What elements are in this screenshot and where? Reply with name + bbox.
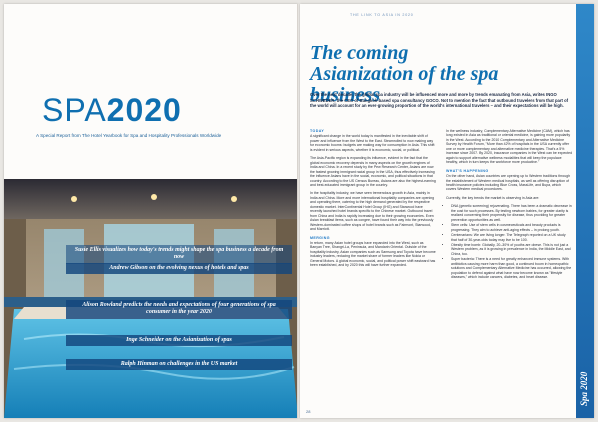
cover-subtitle: A Special Report from The Hotel Yearbook for Spa and Hospitality Professionals Worldwide: [36, 133, 222, 138]
trend-list: [446, 204, 572, 279]
teaser-text: Inge Schneider on the Asianization of spas: [126, 337, 232, 343]
list-item: • Centenarians: We are living longer. The Telegraph reported on a UK study that half of 30-year-olds today may live to be 100.: [451, 233, 572, 242]
paragraph: A significant change in the world today is manifested in the inevitable shift of power and influence from the West to the East. Steamrolled to now making way for economic booms: budgets are making way for consumption in Asia. This shift is evident in serious aspects, whether it is economic, social, or political.: [310, 134, 435, 152]
list-item: • Stem cells: Use of stem cells in cosmeceuticals and beauty products is progressing. They aim to achieve anti-aging effects – in prolong youth.: [451, 223, 572, 232]
article-intro: Over the next decade, the global spa industry will be influenced more and more by trends emanating from Asia, writes INGO SCHWEDER, the CEO of Bangkok-based spa consultancy GOCO. Not to mention the fact that outbound travelers from that part of the world will account for an ever-growing proportion of the world's international travelers – and their expectations will be high.: [310, 92, 569, 109]
column-2: [446, 129, 572, 284]
paragraph: In return, many Asian hotel groups have expanded into the West, such as Banyan Tree, Shangri-La, Peninsula, and Mandarin Oriental. Outside of the hospitality industry, Asian companies such as Samsung and Toyota have become industry leaders, reducing the market share of former leaders like Nokia or General Motors. A global economic, social, and political power shift eastward has been established, and by 2020 this will have further expanded.: [310, 240, 436, 268]
paragraph: Currently, the key trends the market is observing in Asia are:: [446, 195, 540, 200]
teaser-text: Ralph Hinman on challenges in the US market: [120, 361, 238, 367]
running-head: THE LINK TO ASIA IN 2020: [350, 13, 414, 17]
section-heading: TODAY: [310, 129, 325, 133]
cover-title: [42, 92, 182, 129]
teaser-ralph-hinman: [66, 359, 292, 370]
column-1: [310, 129, 436, 272]
teaser-text: Alison Rowland predicts the needs and expectations of four generations of spa consumer in the year 2020: [82, 302, 276, 316]
teaser-alison-rowland: [66, 300, 292, 319]
list-item: • DNA (genetic screening) rejuvenating. There has been a dramatic decrease in the cost for such processes. By testing newborn babies, for greater clarity is realized concerning their propensity for disease, thus providing for greater prevention opportunities as well.: [451, 204, 572, 222]
side-label: [577, 336, 593, 416]
spa-pool-photo: [4, 179, 298, 418]
cover-page: [4, 4, 298, 418]
cover-title-year: 2020: [106, 92, 182, 128]
list-item: • Super bacteria: There is a need for greatly enhanced immune systems. With antibiotics causing more harm than good, a continued boom in homeopathic solutions and Complementary Alternative Medicine has occurred, allowing the population to defend against what have now become known as "lifestyle diseases," which include cancers, diabetes, and heart disease.: [451, 257, 572, 279]
list-item: • Obesity time bomb: Globally, 20–30% of youths are obese. This is not just a Western problem, as it is growing in prevalence in India, the Middle East, and China, too.: [451, 243, 572, 256]
paragraph: In the hospitality industry, we have seen tremendous growth in Asia, mainly in India and China. More and more international hospitality companies are opening and operating there, catering to the high demand generated by the respective domestic market. InterContinental Hotel Group (IHG) and Starwood have recently launched hotel brands specific to the Chinese market. Outbound travel from China and India is rapidly increasing due to their growing economies. Even Asian breakfast items, such as congee, have found their way into the previously Western-dominated coffee shops of hotel brands such as Fairmont, Starwood, and Marriott.: [310, 191, 435, 232]
cover-title-main: SPA: [42, 92, 107, 128]
article-title: The coming Asianization of the spa business: [310, 42, 499, 106]
pool-illustration: [4, 179, 298, 418]
paragraph: In the wellness industry, Complementary Alternative Medicine (CAM), which has long existed in Asia as traditional or oriental medicine, is gaining more popularity in the West. According to the 2010 Complementary and Alternative Medicine Survey by Health Forum, "More than 42% of hospitals in the USA currently offer one or more complementary and alternative medicine therapies. That's a 5% increase since 2007. By 2020, insurance companies in the West can be expected again to support alternative wellness modalities that will keep the populace healthy, which in turn keeps the workforce more productive.": [446, 129, 573, 165]
page-number: 28: [306, 409, 311, 414]
article-page: [300, 4, 594, 418]
section-heading: MERGING: [310, 235, 330, 240]
paragraph: The Asia-Pacific region is expanding its influence, evident in the fact that the global economic recovery depends in many aspects on the growth engines of India and China. In a recent study by the Pew Research Center, Asians are now the fastest growing immigrant racial group in the USA, thus effectively increasing the influence Asians have in the social, economic, and political situations in that country. According to the US Census Bureau, Asians are also the highest-earning and best-educated immigrant group in the country.: [310, 156, 436, 187]
teaser-andrew-gibson: [66, 263, 292, 274]
teaser-text: Susie Ellis visualizes how today's trends might shape the spa business a decade from now: [74, 247, 284, 261]
section-heading: WHAT'S HAPPENING: [446, 168, 489, 173]
teaser-susie-ellis: [66, 245, 292, 264]
paragraph: On the other hand, Asian countries are opening up to Western traditions through the establishment of Western medical hospitals, as well as offering disruption of health insurance policies including Blue Cross, MassLife, and Bupa, which covers Western medical procedures.: [446, 174, 571, 192]
side-label-text: Spa 2020: [579, 371, 589, 406]
teaser-inge-schneider: [66, 335, 292, 346]
teaser-text: Andrew Gibson on the evolving nexus of hotels and spas: [109, 265, 249, 271]
